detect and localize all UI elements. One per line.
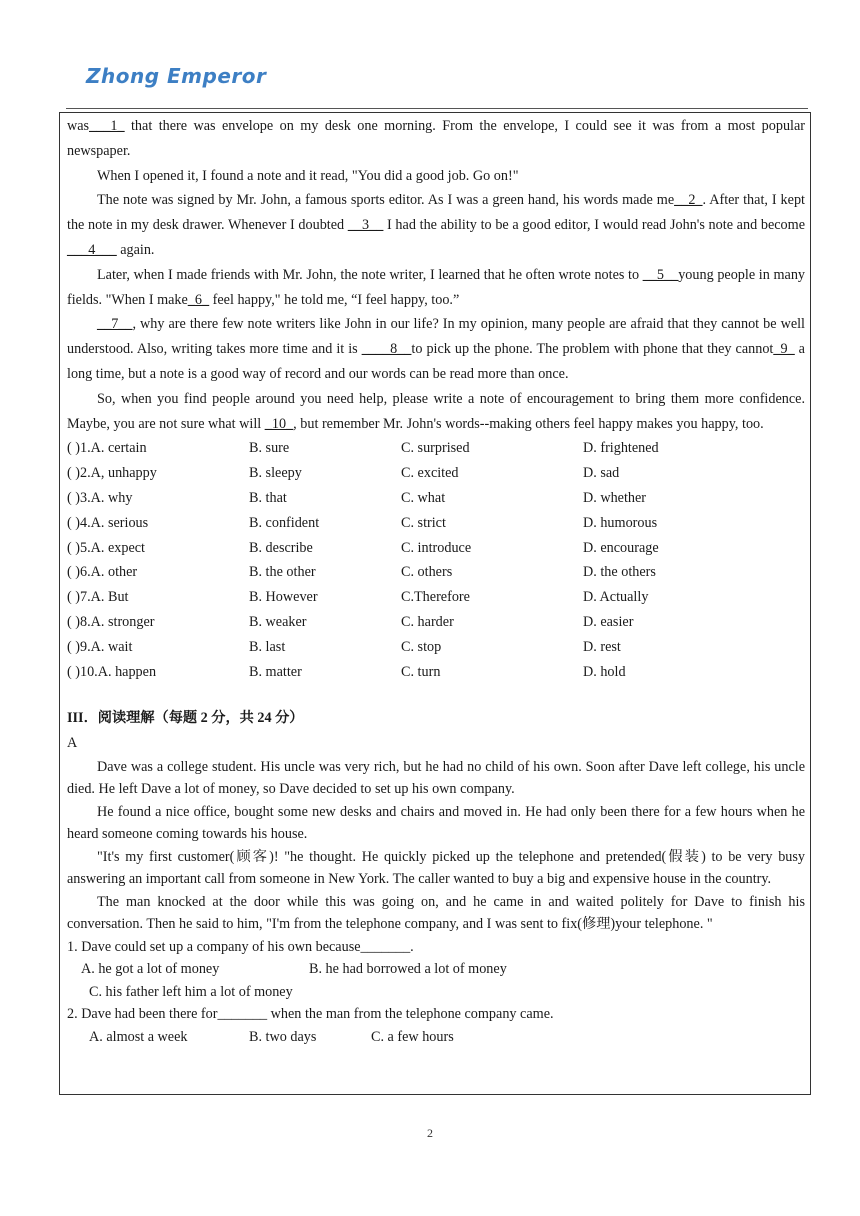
- q1-option-a: A. he got a lot of money: [81, 961, 220, 978]
- option-row-10: ( )10.A. happen B. matter C. turn D. hold: [67, 663, 626, 680]
- reading-paragraph-1: Dave was a college student. His uncle was very rich, but he had no child of his own. Soon after Dave left college, his uncle died. He left Dave a lot of money, so Dave decided to set up his own company.: [67, 758, 805, 798]
- page-number: 2: [427, 1126, 433, 1140]
- reading-paragraph-2: He found a nice office, bought some new desks and chairs and moved in. He had only been there for a few hours when he heard someone coming towards his house.: [67, 803, 805, 843]
- q1-option-c: C. his father left him a lot of money: [89, 983, 293, 1000]
- option-row-4: ( )4.A. serious B. confident C. strict D. humorous: [67, 514, 658, 531]
- blank-5: __5__: [642, 266, 679, 283]
- option-row-3: ( )3.A. why B. that C. what D. whether: [67, 489, 647, 506]
- page-content: [67, 114, 805, 1048]
- q1-option-b: B. he had borrowed a lot of money: [309, 961, 507, 978]
- option-row-6: ( )6.A. other B. the other C. others D. the others: [67, 564, 656, 581]
- passage-label: A: [67, 735, 78, 752]
- blank-8: ____8__: [361, 341, 412, 358]
- blank-3: __3__: [347, 217, 384, 234]
- header-rule: [66, 108, 808, 109]
- option-row-5: ( )5.A. expect B. describe C. introduce D. encourage: [67, 539, 659, 556]
- cloze-paragraph-5: __7__, why are there few note writers like John in our life? In my opinion, many people are afraid that they cannot be well understood. Also, writing takes more time and it is ____8__to pick up the phone. The problem with phone that they cannot_9_ a long time, but a note is a good way of record and our words can be read more than once.: [67, 316, 805, 382]
- blank-6: _6_: [187, 291, 210, 308]
- blank-10: _10_: [264, 415, 294, 432]
- reading-paragraph-3: "It's my first customer(顾客)! "he thought. He quickly picked up the telephone and pretended(假装) to be very busy answering an important call from someone in New York. The caller wanted to buy a big and expensive house in the country.: [67, 848, 805, 888]
- q2-option-c: C. a few hours: [371, 1028, 454, 1045]
- option-row-1: ( )1.A. certain B. sure C. surprised D. frightened: [67, 440, 659, 457]
- option-row-9: ( )9.A. wait B. last C. stop D. rest: [67, 638, 621, 655]
- q2-option-b: B. two days: [249, 1028, 317, 1045]
- question-1-answers-2: [67, 981, 805, 1004]
- q2-option-a: A. almost a week: [89, 1028, 188, 1045]
- section-title: III．阅读理解（每题 2 分，共 24 分）: [67, 710, 304, 727]
- blank-7: __7__: [97, 316, 133, 333]
- spacer: [67, 684, 805, 706]
- blank-9: _9_: [773, 341, 795, 358]
- cloze-paragraph-6: So, when you find people around you need help, please write a note of encouragement to bring them more confidence. Maybe, you are not sure what will _10_, but remember Mr. John's words--making others feel happy makes you happy, too.: [67, 390, 805, 432]
- cloze-paragraph-2: When I opened it, I found a note and it read, "You did a good job. Go on!": [97, 167, 519, 184]
- option-row-2: ( )2.A, unhappy B. sleepy C. excited D. sad: [67, 465, 620, 482]
- reading-paragraph-4: The man knocked at the door while this was going on, and he came in and waited politely for Dave to finish his conversation. Then he said to him, "I'm from the telephone company, and I was sent to fix(修理)your telephone. ": [67, 893, 805, 933]
- option-row-7: ( )7.A. But B. However C.Therefore D. Actually: [67, 589, 649, 606]
- blank-4: ___4___: [67, 241, 117, 258]
- cloze-paragraph-1: was___1_ that there was envelope on my desk one morning. From the envelope, I could see it was from a most popular newspaper.: [67, 118, 805, 159]
- blank-2: __2_: [674, 192, 703, 209]
- cloze-paragraph-4: Later, when I made friends with Mr. John, the note writer, I learned that he often wrote notes to __5__young people in many fields. "When I make_6_ feel happy," he told me, “I feel happy, too.”: [67, 266, 806, 308]
- brand-logo: Zhong Emperor: [86, 64, 267, 88]
- question-2-answers: [67, 1026, 805, 1049]
- reading-passage: [67, 756, 805, 936]
- option-row-8: ( )8.A. stronger B. weaker C. harder D. easier: [67, 613, 634, 630]
- question-1-answers: [67, 958, 805, 981]
- cloze-paragraph-3: The note was signed by Mr. John, a famous sports editor. As I was a green hand, his words made me__2_. After that, I kept the note in my desk drawer. Whenever I doubted __3__ I had the ability to be a good editor, I would read John's note and become ___4___ again.: [67, 192, 805, 258]
- question-2: 2. Dave had been there for_______ when the man from the telephone company came.: [67, 1006, 554, 1023]
- options-list: [67, 436, 805, 684]
- blank-1: ___1_: [89, 118, 125, 134]
- question-1: 1. Dave could set up a company of his own because_______.: [67, 938, 414, 955]
